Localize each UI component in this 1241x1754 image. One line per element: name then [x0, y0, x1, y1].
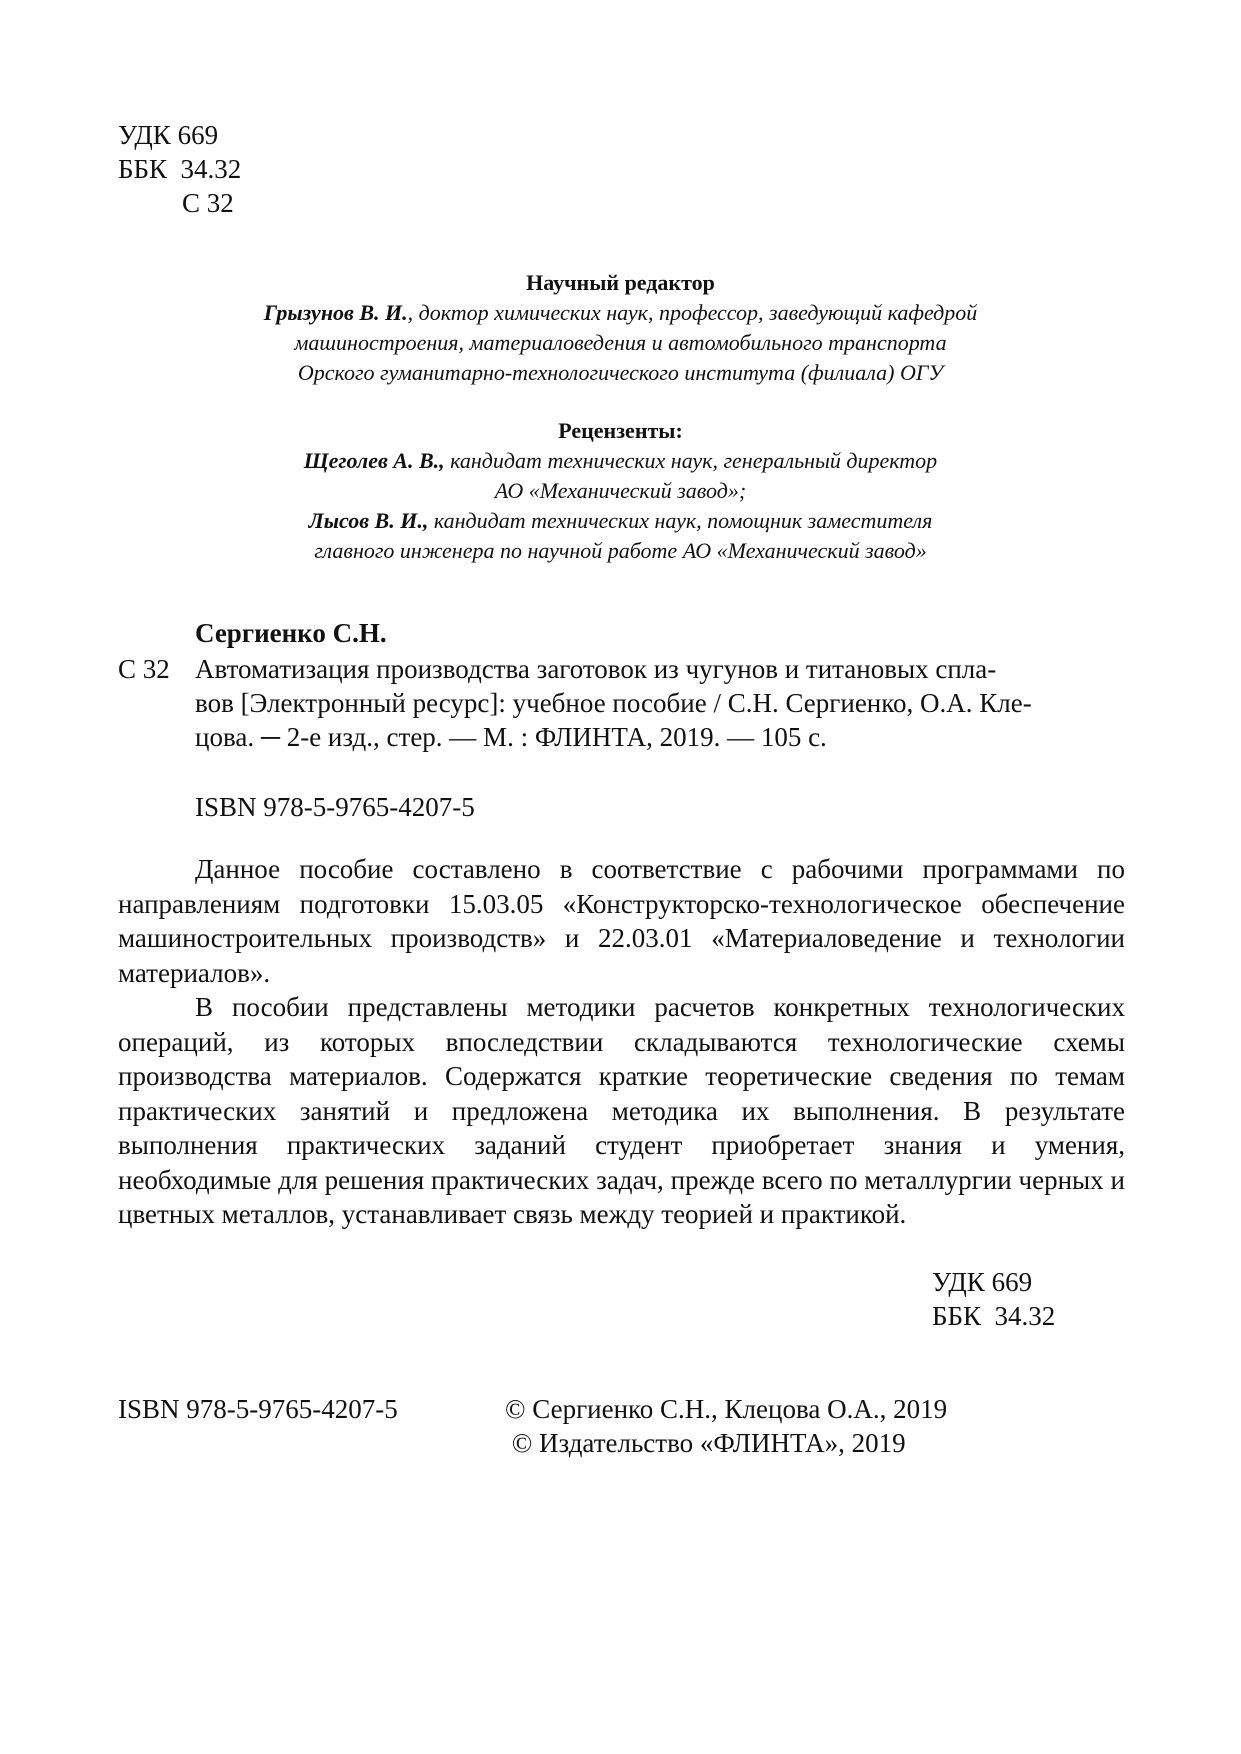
reviewer-2-name: Лысов В. И., — [308, 508, 429, 533]
annotation-paragraph-1: Данное пособие составлено в соответствие с рабочими программами по направлениям подготовки 15.03.05 «Конструкторско-технологическое обеспечение машиностроительных производств» и 22.03.01 «Материаловедение и технологии материалов». — [118, 854, 1125, 988]
reviewers-heading: Рецензенты: — [558, 418, 683, 443]
reviewer-1-rest: кандидат технических наук, генеральный директор — [444, 448, 938, 473]
editor-line-1 — [0, 298, 1241, 328]
editor-block — [0, 268, 1241, 388]
bibliographic-description — [195, 652, 1125, 754]
bbk-code: ББК 34.32 — [118, 154, 242, 184]
biblio-line-2: вов [Электронный ресурс]: учебное пособие / С.Н. Сергиенко, О.А. Кле- — [195, 688, 1032, 718]
biblio-line-3: цова. ─ 2-е изд., стер. — М. : ФЛИНТА, 2019. — 105 с. — [195, 722, 827, 752]
footer-isbn: ISBN 978-5-9765-4207-5 — [118, 1394, 398, 1424]
reviewer-2-line-1 — [0, 506, 1241, 536]
copyright-publisher: © Издательство «ФЛИНТА», 2019 — [505, 1428, 906, 1458]
footer-udk: УДК 669 — [932, 1267, 1033, 1297]
annotation-paragraph-2: В пособии представлены методики расчетов конкретных технологических операций, из которых впоследствии складываются технологические схемы производства материалов. Содержатся краткие теоретические сведения по темам практических занятий и предложена методика их выполнения. В результате выполнения практических заданий студент приобретает знания и умения, необходимые для решения практических задач, прежде всего по металлургии черных и цветных металлов, устанавливает связь между теорией и практикой. — [118, 992, 1125, 1229]
footer-bbk: ББК 34.32 — [932, 1301, 1056, 1331]
reviewer-1-line-1 — [0, 446, 1241, 476]
editor-line-1-rest: , доктор химических наук, профессор, заведующий кафедрой — [407, 300, 978, 325]
editor-line-2: машиностроения, материаловедения и автомобильного транспорта — [294, 330, 947, 355]
udk-code: УДК 669 — [118, 120, 219, 150]
book-isbn: ISBN 978-5-9765-4207-5 — [195, 792, 475, 822]
reviewer-2-rest: кандидат технических наук, помощник заместителя — [428, 508, 933, 533]
reviewer-1-name: Щеголев А. В., — [303, 448, 445, 473]
editor-line-3: Орского гуманитарно-технологического института (филиала) ОГУ — [297, 360, 944, 385]
author-mark: С 32 — [182, 188, 234, 218]
footer-classification — [932, 1265, 1055, 1333]
book-code: С 32 — [118, 654, 170, 684]
editor-heading: Научный редактор — [526, 270, 715, 295]
book-author: Сергиенко С.Н. — [195, 618, 387, 648]
classification-block — [118, 118, 241, 220]
reviewer-2-line-2: главного инженера по научной работе АО «Механический завод» — [314, 538, 927, 563]
copyright-authors: © Сергиенко С.Н., Клецова О.А., 2019 — [505, 1394, 948, 1424]
biblio-line-1: Автоматизация производства заготовок из чугунов и титановых спла- — [195, 654, 997, 684]
editor-name: Грызунов В. И. — [263, 300, 408, 325]
annotation — [118, 852, 1125, 1232]
reviewer-1-line-2: АО «Механический завод»; — [494, 478, 747, 503]
copyright-block — [505, 1392, 947, 1460]
reviewers-block — [0, 416, 1241, 566]
